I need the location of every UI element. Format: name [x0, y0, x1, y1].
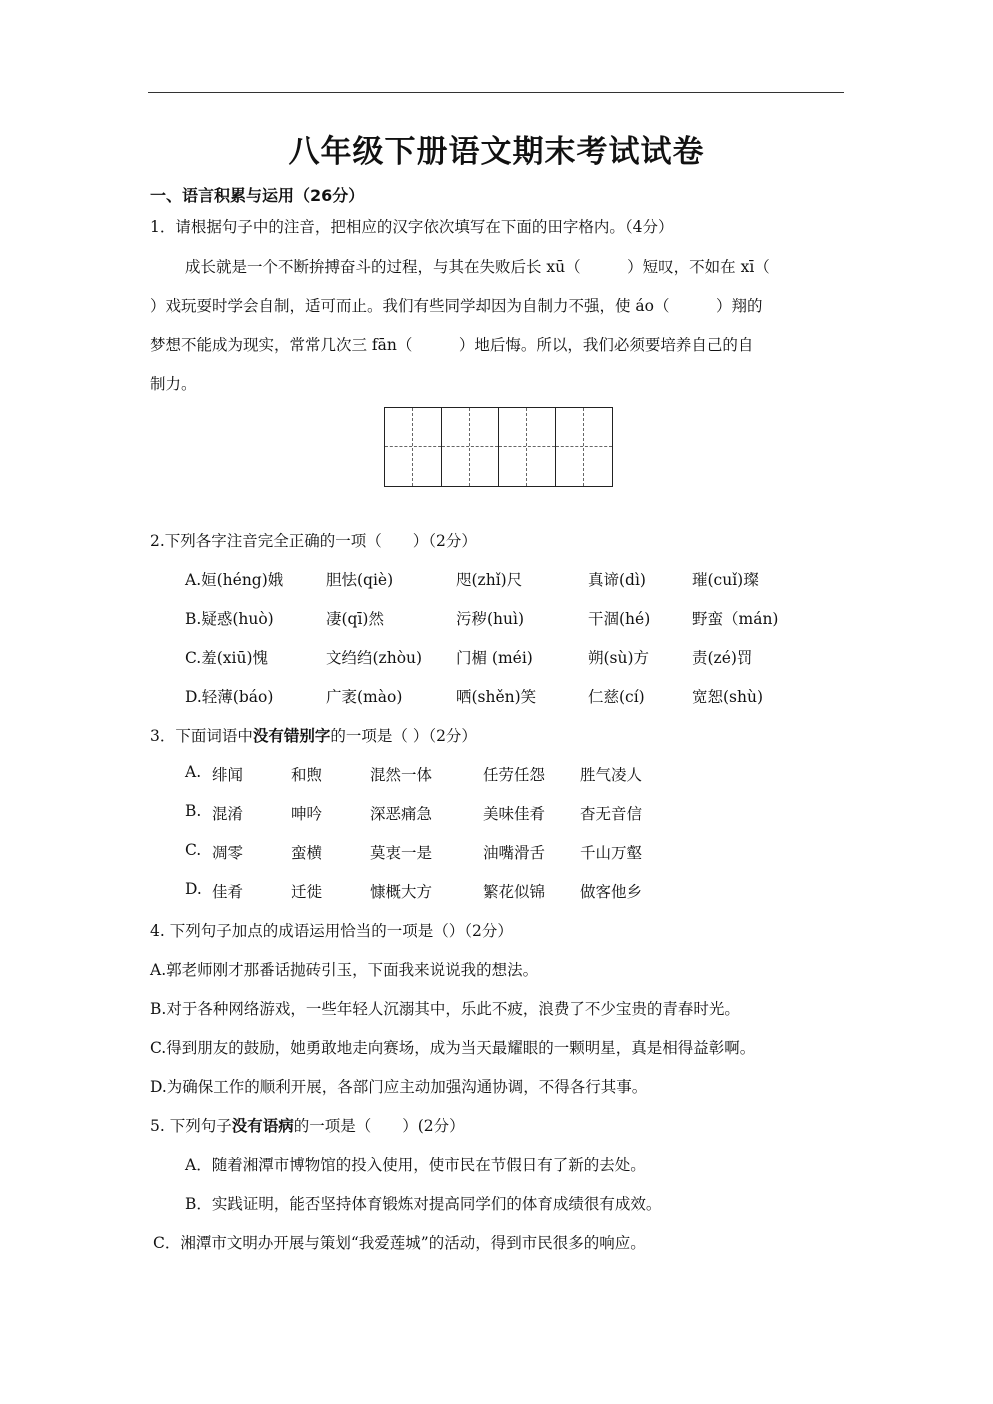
q5-stem-emphasis: 没有语病 [231, 1117, 294, 1135]
page-title: 八年级下册语文期末考试试卷 [288, 134, 705, 170]
q3-option-word: 油嘴滑舌 [483, 844, 546, 862]
q3-option-word: 美味佳肴 [483, 805, 546, 823]
q3-option-word: 任劳任怨 [483, 766, 546, 784]
tianzige-box[interactable] [384, 407, 442, 487]
q3-option-letter: A. [185, 763, 202, 781]
q3-stem-emphasis: 没有错别字 [252, 727, 331, 745]
q2-option-item: A.姮(héng)娥 [185, 571, 284, 589]
q2-option-item: 文绉绉(zhòu) [326, 649, 423, 667]
q3-option-word: 深恶痛急 [370, 805, 433, 823]
q2-option-item: 胆怯(qiè) [326, 571, 394, 589]
q5-option-a: A．随着湘潭市博物馆的投入使用，使市民在节假日有了新的去处。 [185, 1156, 646, 1174]
q3-option-word: 和煦 [291, 766, 323, 784]
q5-option-c: C．湘潭市文明办开展与策划“我爱莲城”的活动，得到市民很多的响应。 [153, 1234, 646, 1252]
q3-option-word: 凋零 [212, 844, 244, 862]
q2-option-item: 仁慈(cí) [588, 688, 645, 706]
q3-option-word: 做客他乡 [580, 883, 643, 901]
section-heading: 一、语言积累与运用（26分） [150, 186, 365, 205]
q3-option-word: 迁徙 [291, 883, 323, 901]
q2-stem: 2.下列各字注音完全正确的一项（ ）（2分） [150, 532, 477, 550]
q1-paragraph-line: 成长就是一个不断拚搏奋斗的过程，与其在失败后长 xū（ ）短叹，不如在 xī（ [185, 258, 770, 276]
q3-option-letter: B. [185, 802, 202, 820]
q2-option-item: B.疑惑(huò) [185, 610, 274, 628]
tianzige-box[interactable] [498, 407, 556, 487]
q1-paragraph-line: 制力。 [150, 375, 197, 393]
q2-option-item: 朔(sù)方 [588, 649, 650, 667]
tianzige-grid [385, 407, 613, 487]
q2-option-item: 咫(zhǐ)尺 [456, 571, 523, 589]
q2-option-item: C.羞(xiū)愧 [185, 649, 269, 667]
q4-option-b: B.对于各种网络游戏，一些年轻人沉溺其中，乐此不疲，浪费了不少宝贵的青春时光。 [150, 1000, 740, 1018]
q1-paragraph-line: ）戏玩耍时学会自制，适可而止。我们有些同学却因为自制力不强，使 áo（ ）翔的 [150, 297, 763, 315]
q5-stem [150, 1114, 465, 1136]
q2-option-item: 真谛(dì) [588, 571, 646, 589]
q2-option-item: 门楣 (méi) [456, 649, 533, 667]
q3-option-word: 绯闻 [212, 766, 244, 784]
q2-option-item: 璀(cuǐ)璨 [692, 571, 759, 589]
q3-option-letter: C. [185, 841, 202, 859]
q3-stem [150, 724, 477, 746]
q5-stem-prefix: 5. 下列句子 [150, 1117, 232, 1135]
q2-option-item: 宽恕(shù) [692, 688, 764, 706]
q3-option-word: 胜气凌人 [580, 766, 643, 784]
q3-option-word: 慷概大方 [370, 883, 433, 901]
q3-option-word: 混淆 [212, 805, 244, 823]
q4-option-a: A.郭老师刚才那番话抛砖引玉，下面我来说说我的想法。 [150, 961, 539, 979]
q1-stem: 1．请根据句子中的注音，把相应的汉字依次填写在下面的田字格内。（4分） [150, 218, 674, 236]
q2-option-item: 责(zé)罚 [692, 649, 753, 667]
q3-stem-suffix: 的一项是（ ）（2分） [330, 727, 477, 745]
q3-option-word: 千山万壑 [580, 844, 643, 862]
q3-option-word: 繁花似锦 [483, 883, 546, 901]
q2-option-item: 污秽(huì) [456, 610, 525, 628]
q2-option-item: D.轻薄(báo) [185, 688, 274, 706]
q3-stem-prefix: 3．下面词语中 [150, 727, 253, 745]
q2-option-item: 干涸(hé) [588, 610, 651, 628]
q2-option-item: 凄(qī)然 [326, 610, 384, 628]
q3-option-word: 莫衷一是 [370, 844, 433, 862]
q5-option-b: B．实践证明，能否坚持体育锻炼对提高同学们的体育成绩很有成效。 [185, 1195, 662, 1213]
q5-stem-suffix: 的一项是（ ）(2分） [293, 1117, 465, 1135]
q2-option-item: 广袤(mào) [326, 688, 403, 706]
q3-option-word: 杳无音信 [580, 805, 643, 823]
q1-paragraph-line: 梦想不能成为现实，常常几次三 fān（ ）地后悔。所以，我们必须要培养自己的自 [150, 336, 754, 354]
header-rule [148, 92, 844, 93]
tianzige-box[interactable] [555, 407, 613, 487]
q3-option-word: 蛮横 [291, 844, 323, 862]
q3-option-word: 混然一体 [370, 766, 433, 784]
q4-option-c: C.得到朋友的鼓励，她勇敢地走向赛场，成为当天最耀眼的一颗明星，真是相得益彰啊。 [150, 1039, 756, 1057]
q4-option-d: D.为确保工作的顺利开展，各部门应主动加强沟通协调，不得各行其事。 [150, 1078, 648, 1096]
q3-option-word: 佳肴 [212, 883, 244, 901]
q2-option-item: 野蛮（mán) [692, 610, 779, 628]
q3-option-letter: D. [185, 880, 202, 898]
q3-option-word: 呻吟 [291, 805, 323, 823]
q2-option-item: 哂(shěn)笑 [456, 688, 537, 706]
q4-stem: 4. 下列句子加点的成语运用恰当的一项是（）（2分） [150, 922, 513, 940]
tianzige-box[interactable] [441, 407, 499, 487]
